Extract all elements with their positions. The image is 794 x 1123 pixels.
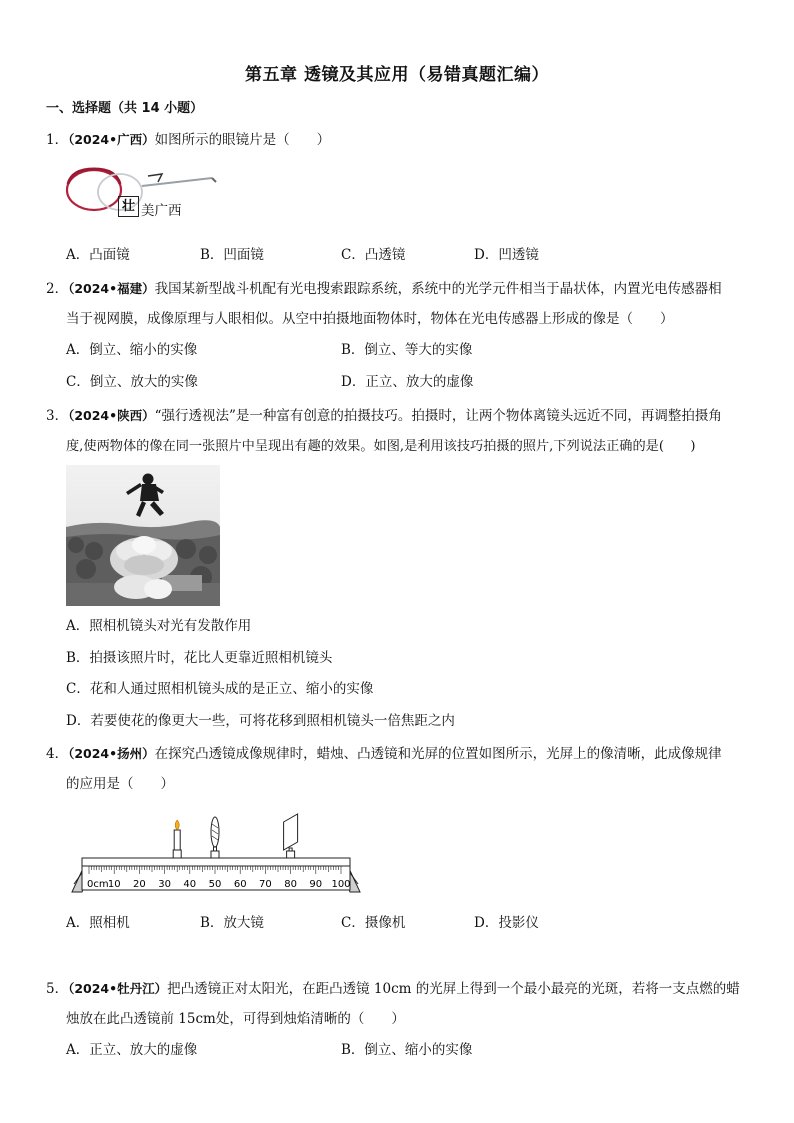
option-a: A．凸面镜 [66, 247, 130, 263]
option-d: D．若要使花的像更大一些，可将花移到照相机镜头一倍焦距之内 [66, 713, 455, 729]
option-a: A．照相机 [66, 915, 130, 931]
question-text: 如图所示的眼镜片是（ ） [154, 132, 331, 148]
option-c: C．倒立、放大的实像 [66, 374, 198, 390]
section-heading: 一、选择题（共 14 小题） [46, 101, 204, 116]
question-2-line1 [46, 273, 722, 305]
option-b: B．凹面镜 [200, 247, 264, 263]
question-number: 1． [46, 132, 69, 148]
option-a: A．倒立、缩小的实像 [66, 342, 198, 358]
optical-bench-figure [64, 810, 374, 900]
ruler-tick-label: 0cm [87, 879, 109, 890]
ruler-tick-label: 10 [107, 879, 121, 890]
question-number: 2． [46, 281, 69, 297]
option-b: B．倒立、缩小的实像 [341, 1042, 473, 1058]
question-3-line1 [46, 400, 722, 432]
ruler-tick-label: 70 [259, 879, 272, 890]
question-source: （2024•牡丹江） [68, 981, 168, 996]
option-a: A．正立、放大的虚像 [66, 1042, 198, 1058]
question-number: 4． [46, 746, 69, 762]
candle [173, 820, 181, 858]
question-text: 把凸透镜正对太阳光，在距凸透镜 10cm 的光屏上得到一个最小最亮的光斑，若将一支点燃的蜡 [167, 981, 740, 997]
option-d: D．投影仪 [474, 915, 539, 931]
question-number: 3． [46, 408, 69, 424]
ruler-tick-label: 60 [233, 879, 247, 890]
option-d: D．凹透镜 [474, 247, 539, 263]
question-source: （2024•广西） [68, 132, 155, 147]
temple-arm [142, 178, 212, 186]
ruler-tick-label: 20 [133, 879, 146, 890]
ruler-tick-label: 90 [309, 879, 323, 890]
question-text: “强行透视法”是一种富有创意的拍摄技巧。拍摄时，让两个物体离镜头远近不同，再调整拍摄角 [154, 408, 722, 424]
watermark-stamp: 壮 [118, 196, 139, 217]
ruler-tick-label: 30 [158, 879, 171, 890]
question-text: 我国某新型战斗机配有光电搜索跟踪系统，系统中的光学元件相当于晶状体，内置光电传感器相 [154, 281, 722, 297]
ruler-tick-label: 100 [331, 879, 351, 890]
convex-lens [211, 817, 219, 858]
glasses-figure [62, 164, 218, 226]
question-source: （2024•陕西） [68, 408, 155, 423]
option-b: B．拍摄该照片时，花比人更靠近照相机镜头 [66, 650, 333, 666]
option-a: A．照相机镜头对光有发散作用 [66, 618, 252, 634]
question-text: 在探究凸透镜成像规律时，蜡烛、凸透镜和光屏的位置如图所示，光屏上的像清晰，此成像规律 [154, 746, 722, 762]
option-b: B．倒立、等大的实像 [341, 342, 473, 358]
flower [110, 536, 178, 599]
ruler-tick-label: 50 [208, 879, 222, 890]
option-c: C．摄像机 [341, 915, 406, 931]
question-5-line1 [46, 973, 740, 1005]
left-lens [67, 170, 121, 210]
photo-flower-person [66, 465, 220, 606]
light-screen [284, 814, 298, 858]
question-source: （2024•福建） [68, 281, 155, 296]
question-number: 5． [46, 981, 69, 997]
option-c: C．凸透镜 [341, 247, 406, 263]
rail-top [82, 858, 350, 866]
question-4-line2: 的应用是（ ） [66, 776, 174, 792]
question-4-line1 [46, 738, 722, 770]
question-1-stem [46, 124, 330, 156]
option-b: B．放大镜 [200, 915, 264, 931]
watermark-text: 美广西 [141, 203, 182, 219]
page-title: 第五章 透镜及其应用（易错真题汇编） [245, 65, 549, 85]
question-source: （2024•扬州） [68, 746, 155, 761]
temple-tip [212, 178, 216, 182]
ruler-tick-label: 40 [183, 879, 197, 890]
question-3-line2: 度,使两物体的像在同一张照片中呈现出有趣的效果。如图,是利用该技巧拍摄的照片,下列说法正确的是( ) [66, 439, 696, 454]
temple-hinge [148, 174, 162, 182]
question-5-line2: 烛放在此凸透镜前 15cm处，可得到烛焰清晰的（ ） [66, 1011, 405, 1027]
option-c: C．花和人通过照相机镜头成的是正立、缩小的实像 [66, 681, 374, 697]
option-d: D．正立、放大的虚像 [341, 374, 474, 390]
question-2-line2: 当于视网膜，成像原理与人眼相似。从空中拍摄地面物体时，物体在光电传感器上形成的像是（ ） [66, 311, 674, 327]
ruler-tick-label: 80 [284, 879, 297, 890]
